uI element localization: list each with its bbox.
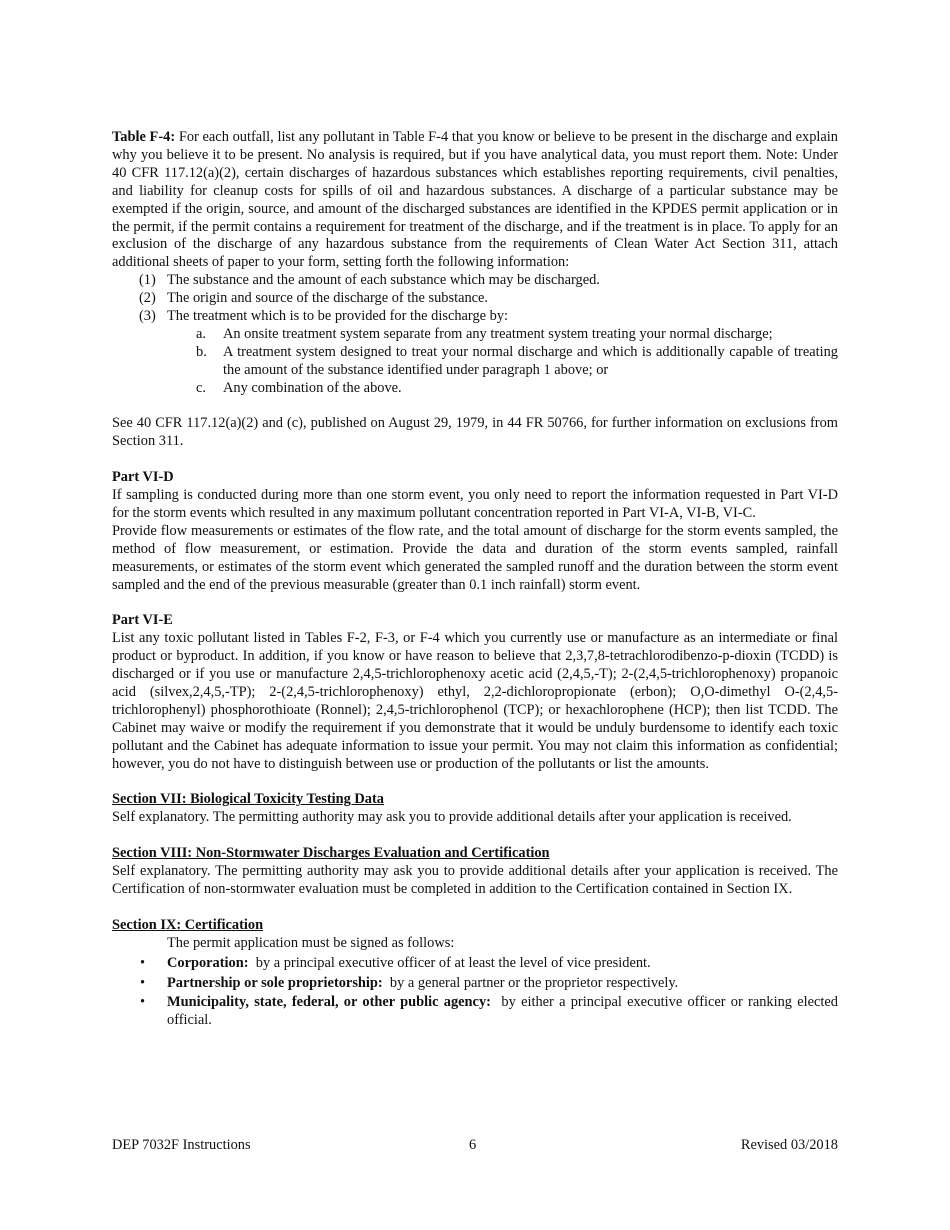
lettered-item — [112, 380, 838, 398]
numbered-item — [112, 290, 838, 308]
section-ix-heading: Section IX: Certification — [112, 916, 264, 933]
lettered-item — [112, 344, 838, 380]
bullet-text: by either a principal executive officer or ranking elected official. — [167, 994, 842, 1029]
item-text: Any combination of the above. — [223, 379, 402, 396]
footer-page-number: 6 — [469, 1137, 477, 1153]
lettered-item — [112, 326, 838, 344]
bullet-text: by a general partner or the proprietor respectively. — [382, 974, 679, 991]
item-letter: b. — [196, 343, 207, 360]
bullet-icon: • — [140, 994, 146, 1011]
part-vi-d-para1: If sampling is conducted during more than one storm event, you only need to report the information requested in Part VI-D for the storm events which resulted in any maximum pollutant concentration reported in Part VI-A, VI-B, VI-C. — [112, 487, 838, 521]
page-footer — [112, 1137, 838, 1155]
section-vii-heading: Section VII: Biological Toxicity Testing Data — [112, 791, 384, 808]
section-vii-text: Self explanatory. The permitting authority may ask you to provide additional details after your application is received. — [112, 809, 792, 826]
item-text: The treatment which is to be provided for the discharge by: — [167, 308, 509, 325]
item-text: An onsite treatment system separate from any treatment system treating your normal discharge; — [223, 325, 773, 342]
bullet-item — [112, 975, 838, 993]
item-letter: c. — [196, 379, 206, 396]
table-f4-label: Table F-4: — [112, 129, 176, 145]
bullet-text: by a principal executive officer of at least the level of vice president. — [248, 954, 651, 971]
bullet-label: Partnership or sole proprietorship: — [167, 974, 383, 991]
part-vi-e-text: List any toxic pollutant listed in Tables F-2, F-3, or F-4 which you currently use or manufacture as an intermediate or final product or byproduct. In addition, if you know or have reason to believe that 2,3,7,8-tetrachlorodibenzo-p-dioxin (TCDD) is discharged or if you use or manufacture 2,4,5-trichlorophenoxy acetic acid (2,4,5,-T); 2-(2,4,5-trichlorophenoxy) propanoic acid (silvex,2,4,5,-TP); 2-(2,4,5-trichlorophenoxy) ethyl, 2,2-dichloropropionate (erbon); O,O-dimethyl O-(2,4,5-trichlorophenyl) phosphorothioate (Ronnel); 2,4,5-trichlorophenol (TCP); or hexachlorophene (HCP); then list TCDD. The Cabinet may waive or modify the requirement if you demonstrate that it would be unduly burdensome to identify each toxic pollutant and the Cabinet has adequate information to issue your permit. You may not claim this information as confidential; however, you do not have to distinguish between use or production of the pollutants or list the amounts. — [112, 630, 838, 772]
part-vi-d-para2: Provide flow measurements or estimates of the flow rate, and the total amount of discharge for the storm events sampled, the method of flow measurement, or estimation. Provide the data and duration of the storm events sampled, rainfall measurements, or estimates of the storm event which generated the sampled runoff and the duration between the storm event sampled and the end of the previous measurable (greater than 0.1 inch rainfall) storm event. — [112, 522, 838, 593]
item-number: (3) — [139, 308, 156, 325]
section-viii-heading: Section VIII: Non-Stormwater Discharges Evaluation and Certification — [112, 845, 550, 862]
item-text: The substance and the amount of each substance which may be discharged. — [167, 272, 600, 289]
item-number: (1) — [139, 272, 156, 289]
part-vi-d-heading: Part VI-D — [112, 469, 174, 486]
table-f4-text: For each outfall, list any pollutant in Table F-4 that you know or believe to be present in the discharge and explain why you believe it to be present. No analysis is required, but if you have analytical data, you must report them. Note: Under 40 CFR 117.12(a)(2), certain discharges of hazardous substances which establishes reporting requirements, civil penalties, and liability for cleanup costs for spills of oil and hazardous substances. A discharge of a particular substance may be exempted if the origin, source, and amount of the discharged substances are identified in the KPDES permit application or in the permit, if the permit contains a requirement for treatment of the discharge, and if the treatment is in place. To apply for an exclusion of the discharge of any hazardous substance from the requirements of Clean Water Act Section 311, attach additional sheets of paper to your form, setting forth the following information: — [112, 129, 839, 271]
section-viii-text: Self explanatory. The permitting authority may ask you to provide additional details after your application is received. The Certification of non-stormwater evaluation must be completed in addition to the Certification contained in Section IX. — [112, 863, 838, 897]
footer-revision: Revised 03/2018 — [740, 1137, 838, 1153]
footer-form-name: DEP 7032F Instructions — [112, 1137, 251, 1153]
bullet-icon: • — [140, 954, 146, 971]
bullet-label: Municipality, state, federal, or other public agency: — [167, 994, 491, 1011]
numbered-item — [112, 272, 838, 290]
item-text: A treatment system designed to treat your normal discharge and which is additionally capable of treating the amount of the substance identified under paragraph 1 above; or — [223, 343, 838, 378]
part-vi-e-heading: Part VI-E — [112, 612, 173, 629]
exclusions-reference: See 40 CFR 117.12(a)(2) and (c), published on August 29, 1979, in 44 FR 50766, for further information on exclusions from Section 311. — [112, 415, 838, 450]
table-f4-paragraph — [112, 129, 838, 272]
numbered-item — [112, 308, 838, 326]
item-number: (2) — [139, 290, 156, 307]
bullet-icon: • — [140, 974, 146, 991]
bullet-label: Corporation: — [167, 954, 249, 971]
bullet-item — [112, 994, 842, 1030]
section-ix-intro: The permit application must be signed as follows: — [167, 934, 455, 951]
bullet-item — [112, 955, 838, 973]
item-text: The origin and source of the discharge of the substance. — [167, 290, 489, 307]
page-content — [112, 129, 842, 1030]
item-letter: a. — [196, 325, 206, 342]
